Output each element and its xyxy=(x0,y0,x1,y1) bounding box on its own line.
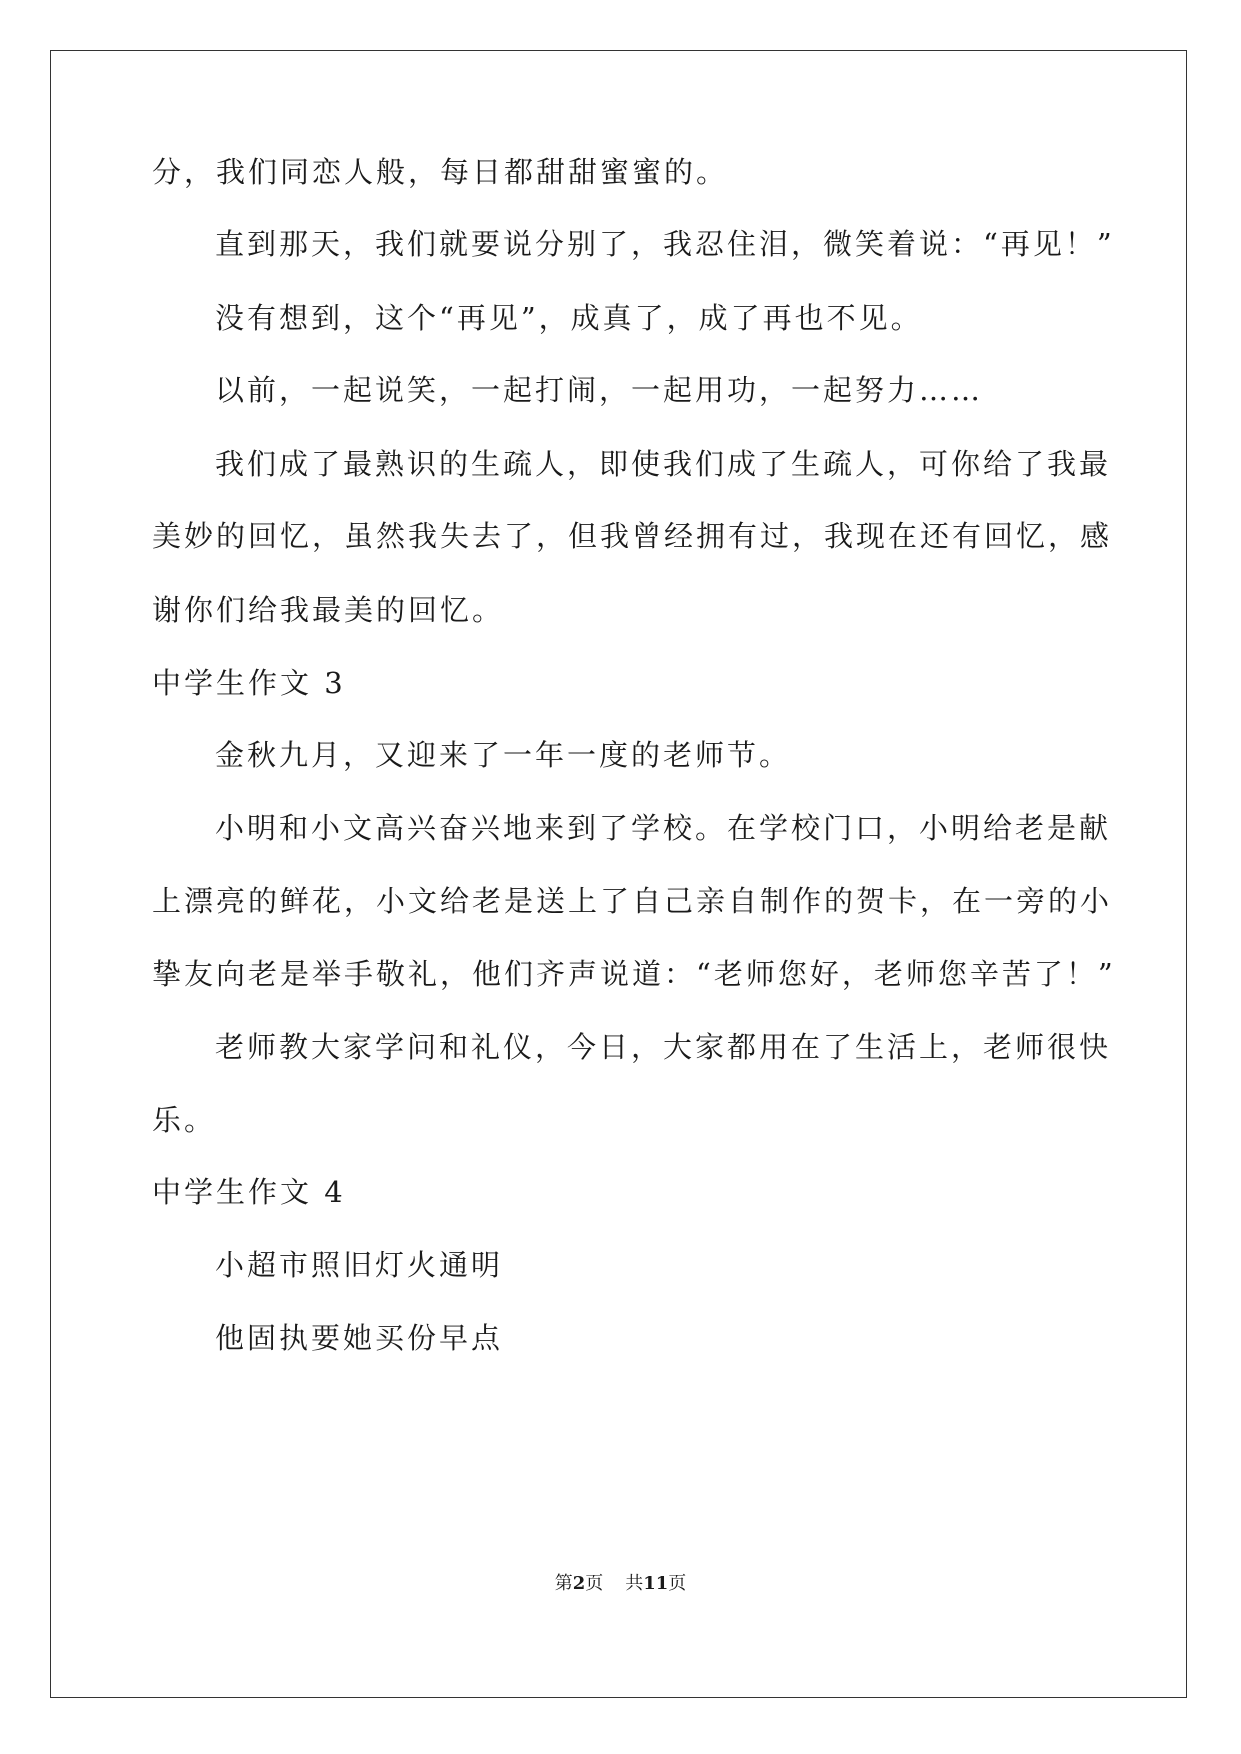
paragraph-line: 乐。 xyxy=(152,1103,217,1137)
paragraph-line: 我们成了最熟识的生疏人，即使我们成了生疏人，可你给了我最 xyxy=(215,447,1112,481)
page-number-suffix: 页 xyxy=(585,1573,604,1594)
paragraph-line: 直到那天，我们就要说分别了，我忍住泪，微笑着说：“再见！” xyxy=(215,227,1115,261)
paragraph-line: 小超市照旧灯火通明 xyxy=(215,1248,504,1282)
paragraph-line: 老师教大家学问和礼仪，今日，大家都用在了生活上，老师很快 xyxy=(215,1030,1112,1064)
paragraph-line: 分，我们同恋人般，每日都甜甜蜜蜜的。 xyxy=(152,155,729,189)
total-pages: 11 xyxy=(643,1573,669,1594)
page-number: 2 xyxy=(572,1573,586,1594)
paragraph-line: 金秋九月，又迎来了一年一度的老师节。 xyxy=(215,738,792,772)
paragraph-line: 没有想到，这个“再见”，成真了，成了再也不见。 xyxy=(215,301,923,335)
paragraph-line: 谢你们给我最美的回忆。 xyxy=(152,593,505,627)
total-pages-prefix: 共 xyxy=(625,1573,644,1594)
section-heading: 中学生作文 4 xyxy=(152,1175,346,1209)
page-footer xyxy=(0,1572,1241,1596)
paragraph-line: 上漂亮的鲜花，小文给老是送上了自己亲自制作的贺卡，在一旁的小 xyxy=(152,884,1113,918)
paragraph-line: 小明和小文高兴奋兴地来到了学校。在学校门口，小明给老是献 xyxy=(215,811,1112,845)
paragraph-line: 他固执要她买份早点 xyxy=(215,1321,504,1355)
total-pages-suffix: 页 xyxy=(668,1573,687,1594)
paragraph-line: 美妙的回忆，虽然我失去了，但我曾经拥有过，我现在还有回忆，感 xyxy=(152,519,1113,553)
section-heading: 中学生作文 3 xyxy=(152,666,346,700)
paragraph-line: 挚友向老是举手敬礼，他们齐声说道：“老师您好，老师您辛苦了！” xyxy=(152,957,1116,991)
page-number-prefix: 第 xyxy=(554,1573,573,1594)
paragraph-line: 以前，一起说笑，一起打闹，一起用功，一起努力…… xyxy=(215,373,984,407)
